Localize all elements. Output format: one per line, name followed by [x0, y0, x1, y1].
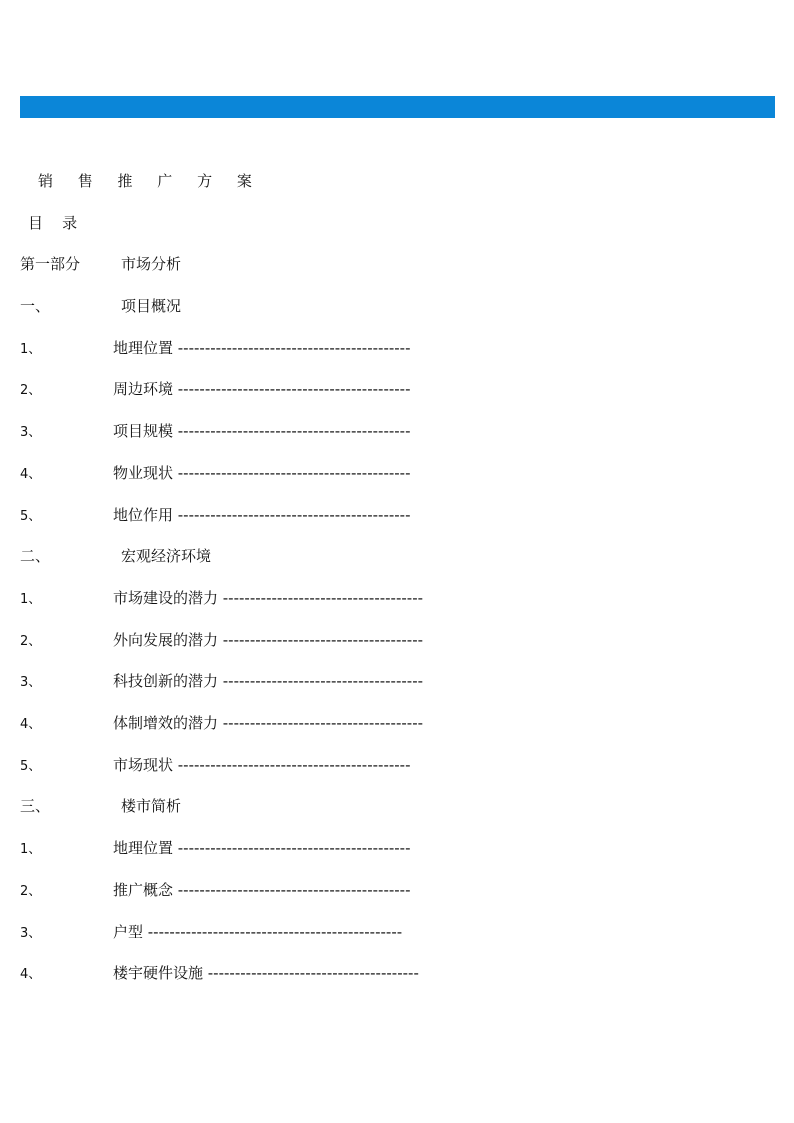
toc-item-title: 体制增效的潜力 ------------------------------------- — [113, 714, 424, 732]
toc-item-number: 4、 — [20, 467, 42, 482]
section-title: 项目概况 — [121, 297, 182, 315]
section-number: 三、 — [20, 797, 51, 815]
toc-item-title: 物业现状 ------------------------------------------- — [113, 464, 411, 482]
toc-item-title: 项目规模 ------------------------------------------- — [113, 422, 411, 440]
toc-item-number: 1、 — [20, 342, 42, 357]
section-title: 宏观经济环境 — [121, 547, 212, 565]
header-bar — [20, 96, 775, 118]
toc-item-number: 1、 — [20, 592, 42, 607]
toc-item-number: 2、 — [20, 884, 42, 899]
part-title: 市场分析 — [121, 255, 182, 273]
part-label: 第一部分 — [20, 255, 81, 273]
toc-item-number: 2、 — [20, 383, 42, 398]
toc-item-title: 户型 ----------------------------------------------- — [113, 923, 403, 941]
toc-item-title: 科技创新的潜力 ------------------------------------- — [113, 672, 424, 690]
toc-item-number: 3、 — [20, 675, 42, 690]
toc-item-number: 4、 — [20, 967, 42, 982]
section-number: 一、 — [20, 297, 51, 315]
toc-item-title: 外向发展的潜力 ------------------------------------- — [113, 631, 424, 649]
toc-item-number: 1、 — [20, 842, 42, 857]
toc-item-title: 市场现状 ------------------------------------------- — [113, 756, 411, 774]
toc-item-title: 周边环境 ------------------------------------------- — [113, 380, 411, 398]
toc-item-title: 市场建设的潜力 ------------------------------------- — [113, 589, 424, 607]
document-title: 销 售 推 广 方 案 — [38, 172, 262, 190]
toc-item-title: 楼宇硬件设施 --------------------------------------- — [113, 964, 419, 982]
section-number: 二、 — [20, 547, 51, 565]
toc-item-title: 地位作用 ------------------------------------------- — [113, 506, 411, 524]
toc-item-number: 3、 — [20, 926, 42, 941]
toc-item-title: 地理位置 ------------------------------------------- — [113, 339, 411, 357]
toc-item-number: 2、 — [20, 634, 42, 649]
toc-item-number: 3、 — [20, 425, 42, 440]
section-title: 楼市简析 — [121, 797, 182, 815]
toc-item-number: 4、 — [20, 717, 42, 732]
toc-item-number: 5、 — [20, 759, 42, 774]
toc-item-title: 推广概念 ------------------------------------------- — [113, 881, 411, 899]
toc-item-title: 地理位置 ------------------------------------------- — [113, 839, 411, 857]
toc-item-number: 5、 — [20, 509, 42, 524]
toc-heading: 目 录 — [28, 214, 78, 232]
